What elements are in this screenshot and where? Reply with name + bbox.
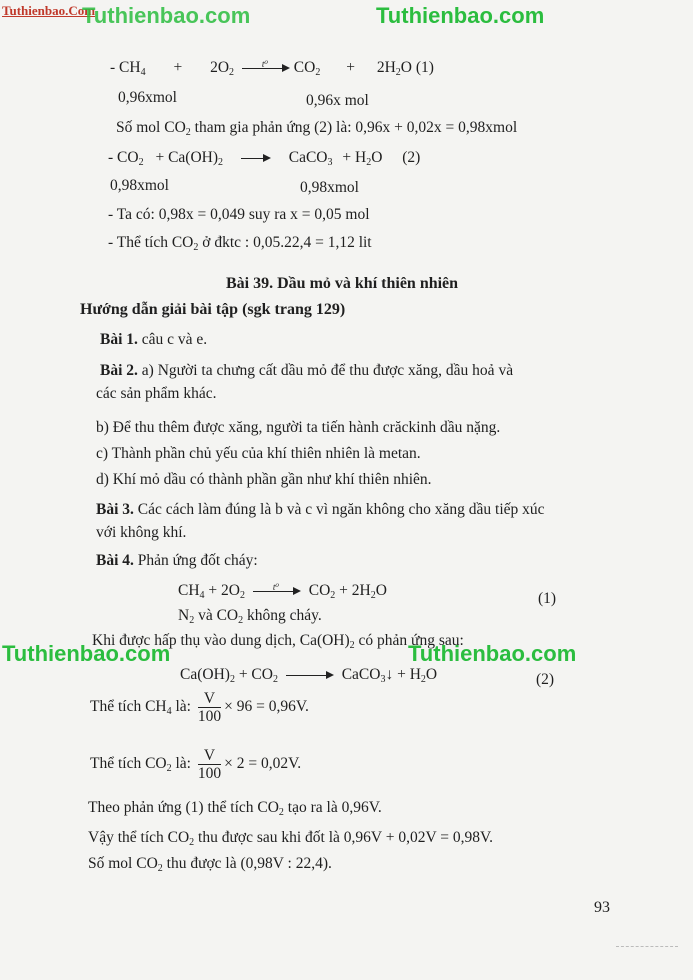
bai-4-note: $N_2$ và $CO_2$ không cháy. [178, 607, 322, 626]
page-number: 93 [594, 899, 610, 916]
line-the-tich: - Thể tích $CO_2$ ở đktc : 0,05.22,4 = 1,12 lit [108, 234, 372, 253]
bai-2-a-line1: Bài 2. a) Người ta chưng cất dầu mỏ để thu được xăng, dầu hoả và [100, 362, 514, 379]
bai-4-intro: Bài 4. Phản ứng đốt cháy: [96, 552, 258, 569]
footer-divider [616, 946, 678, 947]
bai-2-b: b) Để thu thêm được xăng, người ta tiến hành crăckinh dầu nặng. [96, 419, 501, 436]
eq2-value-left: 0,98xmol [110, 177, 169, 194]
watermark-top-center: Tuthienbao.com [376, 3, 545, 28]
line-so-mol: Số mol $CO_2$ tham gia phản ứng (2) là: 0,96x + 0,02x = 0,98xmol [116, 119, 518, 138]
watermark-mid-right: Tuthienbao.com [408, 641, 577, 666]
watermark-top-left-large: Tuthienbao.com [82, 3, 251, 28]
reaction-2-label: (2) [536, 671, 555, 688]
equation-1: - $CH_4 + 2O_2$ t⁰ $CO_2 + 2H_2O$ (1) [110, 59, 434, 78]
bai-1: Bài 1. câu c và e. [100, 331, 208, 348]
bai-4-reaction-2: $Ca(OH)_2 + CO_2$ CaCO$_3$↓ + $H_2O$ [180, 666, 438, 685]
line-vay: Vậy thể tích $CO_2$ thu được sau khi đốt là 0,96V + 0,02V = 0,98V. [88, 829, 494, 848]
section-subtitle: Hướng dẫn giải bài tập (sgk trang 129) [80, 301, 346, 318]
reaction-1-label: (1) [538, 590, 557, 607]
fraction: $\frac{V}{100}$ [197, 690, 222, 725]
eq1-value-right: 0,96x mol [306, 92, 369, 109]
bai-2-d: d) Khí mỏ dầu có thành phần gần như khí thiên nhiên. [96, 471, 432, 488]
eq1-value-left: 0,96xmol [118, 89, 177, 106]
arrow-icon: t⁰ [242, 61, 290, 75]
equation-2: - $CO_2 + Ca(OH)_2$ CaCO$_3$ + $H_2O$ (2) [108, 149, 421, 168]
bai-3-line1: Bài 3. Các cách làm đúng là b và c vì ngăn không cho xăng dầu tiếp xúc [96, 501, 545, 518]
arrow-icon [286, 668, 334, 682]
line-so-mol-co2: Số mol $CO_2$ thu được là (0,98V : 22,4). [88, 855, 332, 874]
bai-4-absorb: Khi được hấp thụ vào dung dịch, $Ca(OH)_2$ có phản ứng sau: [92, 632, 464, 651]
bai-2-a-line2: các sản phẩm khác. [96, 385, 217, 402]
watermark-top-left: Tuthienbao.Com [2, 3, 96, 18]
fraction: $\frac{V}{100}$ [197, 747, 222, 782]
arrow-icon: t⁰ [253, 584, 301, 598]
line-theo-phan-ung: Theo phản ứng (1) thể tích $CO_2$ tạo ra là 0,96V. [88, 799, 382, 818]
volume-ch4: Thể tích $CH_4$ là: $\frac{V}{100}$ × 96 = 0,96V. [90, 690, 309, 725]
section-title: Bài 39. Dầu mỏ và khí thiên nhiên [226, 275, 459, 292]
arrow-icon [241, 151, 271, 165]
bai-3-line2: với không khí. [96, 524, 187, 541]
bai-2-c: c) Thành phần chủ yếu của khí thiên nhiên là metan. [96, 445, 421, 462]
line-ta-co: - Ta có: 0,98x = 0,049 suy ra x = 0,05 mol [108, 206, 370, 223]
watermark-mid-left: Tuthienbao.com [2, 641, 171, 666]
volume-co2: Thể tích $CO_2$ là: $\frac{V}{100}$ × 2 = 0,02V. [90, 747, 302, 782]
eq2-value-right: 0,98xmol [300, 179, 359, 196]
bai-4-reaction-1: $CH_4 + 2O_2$ t⁰ $CO_2 + 2H_2O$ [178, 582, 387, 601]
